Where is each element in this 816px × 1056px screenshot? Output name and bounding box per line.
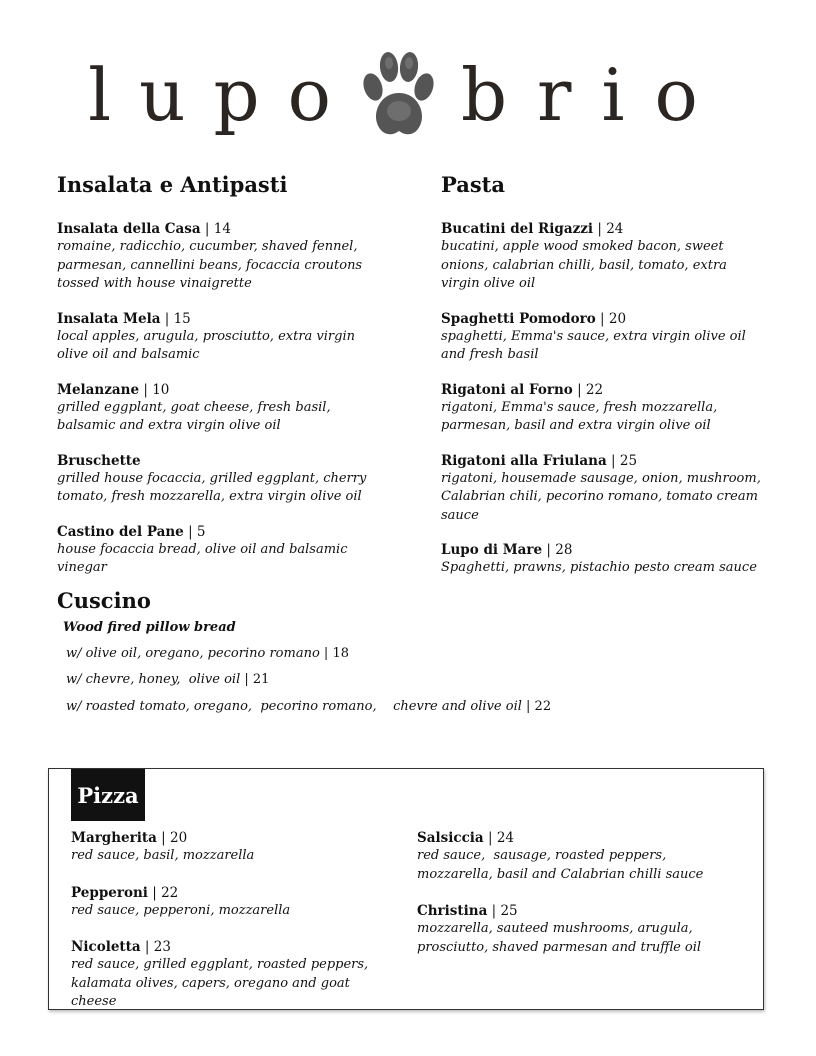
- restaurant-logo: [0, 40, 816, 150]
- item-price: 5: [196, 523, 206, 540]
- item-description: Spaghetti, prawns, pistachio pesto cream sauce: [441, 560, 757, 575]
- cuscino-option-text: w/ olive oil, oregano, pecorino romano: [66, 646, 320, 661]
- item-description: red sauce, grilled eggplant, roasted peppers, kalamata olives, capers, oregano and goat cheese: [71, 957, 369, 1009]
- menu-item: Bucatini del Rigazzi | 24 bucatini, apple wood smoked bacon, sweet onions, calabrian chilli, basil, tomato, extra virgin olive oil: [441, 220, 766, 294]
- item-description: mozzarella, sauteed mushrooms, arugula, prosciutto, shaved parmesan and truffle oil: [417, 921, 702, 955]
- menu-item: Melanzane | 10 grilled eggplant, goat cheese, fresh basil, balsamic and extra virgin olive oil: [57, 381, 387, 436]
- item-price: 14: [213, 221, 231, 237]
- item-name: Pepperoni: [71, 884, 148, 901]
- menu-item: Rigatoni al Forno | 22 rigatoni, Emma's sauce, fresh mozzarella, parmesan, basil and extra virgin olive oil: [441, 381, 766, 436]
- pasta-list: [441, 220, 766, 594]
- item-name: Castino del Pane: [57, 523, 184, 540]
- item-name: Margherita: [71, 830, 157, 846]
- item-description: grilled eggplant, goat cheese, fresh basil, balsamic and extra virgin olive oil: [57, 399, 331, 433]
- item-description: house focaccia bread, olive oil and balsamic vinegar: [57, 541, 348, 575]
- item-description: romaine, radicchio, cucumber, shaved fennel, parmesan, cannellini beans, focaccia croutons tossed with house vinaigrette: [57, 239, 363, 291]
- item-description: local apples, arugula, prosciutto, extra virgin olive oil and balsamic: [57, 328, 355, 362]
- pasta-heading: Pasta: [441, 172, 505, 197]
- cuscino-option: w/ olive oil, oregano, pecorino romano | 18: [66, 646, 349, 661]
- item-description: red sauce, pepperoni, mozzarella: [71, 902, 291, 918]
- item-name: Rigatoni al Forno: [441, 381, 573, 398]
- menu-item: Lupo di Mare | 28 Spaghetti, prawns, pistachio pesto cream sauce: [441, 541, 766, 578]
- paw-print-icon: [359, 49, 437, 141]
- cuscino-option-text: w/ roasted tomato, oregano, pecorino romano, chevre and olive oil: [66, 699, 522, 714]
- antipasti-list: [57, 220, 387, 594]
- logo-text-left: lupo: [88, 53, 359, 137]
- menu-item: Insalata Mela | 15 local apples, arugula, prosciutto, extra virgin olive oil and balsamic: [57, 310, 387, 365]
- item-name: Lupo di Mare: [441, 542, 543, 558]
- menu-item: Margherita | 20 red sauce, basil, mozzarella: [71, 829, 391, 866]
- item-description: bucatini, apple wood smoked bacon, sweet onions, calabrian chilli, basil, tomato, extra virgin olive oil: [441, 239, 727, 291]
- antipasti-heading: Insalata e Antipasti: [57, 172, 288, 197]
- item-name: Christina: [417, 903, 488, 919]
- item-name: Bruschette: [57, 452, 141, 469]
- cuscino-option: w/ roasted tomato, oregano, pecorino romano, chevre and olive oil | 22: [66, 699, 552, 714]
- menu-item: Castino del Pane | 5 house focaccia bread, olive oil and balsamic vinegar: [57, 523, 387, 578]
- item-name: Nicoletta: [71, 939, 141, 955]
- item-description: spaghetti, Emma's sauce, extra virgin olive oil and fresh basil: [441, 328, 746, 362]
- item-name: Insalata Mela: [57, 310, 161, 327]
- item-name: Rigatoni alla Friulana: [441, 452, 607, 469]
- cuscino-option: w/ chevre, honey, olive oil | 21: [66, 672, 270, 687]
- pizza-heading: Pizza: [71, 769, 145, 821]
- item-description: red sauce, sausage, roasted peppers, mozzarella, basil and Calabrian chilli sauce: [417, 848, 704, 882]
- item-name: Insalata della Casa: [57, 221, 201, 237]
- menu-item: Nicoletta | 23 red sauce, grilled eggplant, roasted peppers, kalamata olives, capers, oregano and goat cheese: [71, 938, 391, 1012]
- cuscino-heading: Cuscino: [57, 588, 151, 613]
- item-price: 23: [153, 939, 171, 955]
- pizza-section: [48, 768, 764, 1010]
- item-description: rigatoni, housemade sausage, onion, mushroom, Calabrian chili, pecorino romano, tomato cream sauce: [441, 470, 761, 523]
- cuscino-option-price: 21: [252, 672, 270, 687]
- item-price: 28: [555, 542, 573, 558]
- item-price: 24: [606, 221, 624, 237]
- item-price: 25: [500, 903, 518, 919]
- cuscino-option-price: 18: [332, 646, 349, 661]
- cuscino-option-text: w/ chevre, honey, olive oil: [66, 672, 241, 687]
- pizza-list-right: [417, 829, 742, 975]
- menu-item: Insalata della Casa | 14 romaine, radicchio, cucumber, shaved fennel, parmesan, cannellini beans, focaccia croutons tossed with house vinaigrette: [57, 220, 387, 294]
- item-price: 24: [496, 830, 514, 846]
- cuscino-subtitle: Wood fired pillow bread: [63, 620, 236, 635]
- item-name: Salsiccia: [417, 830, 484, 846]
- menu-item: [57, 452, 387, 507]
- menu-item: Pepperoni | 22 red sauce, pepperoni, mozzarella: [71, 884, 391, 921]
- item-name: Bucatini del Rigazzi: [441, 221, 594, 237]
- item-name: Spaghetti Pomodoro: [441, 310, 596, 327]
- item-price: 15: [173, 310, 191, 327]
- item-price: 25: [619, 452, 638, 469]
- item-description: grilled house focaccia, grilled eggplant, cherry tomato, fresh mozzarella, extra virgin olive oil: [57, 470, 367, 504]
- logo-text-right: brio: [460, 53, 728, 137]
- cuscino-option-price: 22: [534, 699, 552, 714]
- menu-item: Christina | 25 mozzarella, sauteed mushrooms, arugula, prosciutto, shaved parmesan and truffle oil: [417, 902, 742, 957]
- pizza-list-left: [71, 829, 391, 1030]
- item-name: Melanzane: [57, 381, 140, 398]
- item-price: 22: [585, 381, 604, 398]
- menu-item: Salsiccia | 24 red sauce, sausage, roasted peppers, mozzarella, basil and Calabrian chilli sauce: [417, 829, 742, 884]
- item-price: 10: [152, 381, 170, 398]
- item-price: 20: [170, 830, 188, 846]
- menu-item: Rigatoni alla Friulana | 25 rigatoni, housemade sausage, onion, mushroom, Calabrian chili, pecorino romano, tomato cream sauce: [441, 452, 766, 526]
- item-price: 22: [161, 884, 179, 901]
- item-price: 20: [608, 310, 627, 327]
- item-description: rigatoni, Emma's sauce, fresh mozzarella, parmesan, basil and extra virgin olive oil: [441, 399, 718, 433]
- menu-item: Spaghetti Pomodoro | 20 spaghetti, Emma's sauce, extra virgin olive oil and fresh basil: [441, 310, 766, 365]
- item-description: red sauce, basil, mozzarella: [71, 848, 255, 863]
